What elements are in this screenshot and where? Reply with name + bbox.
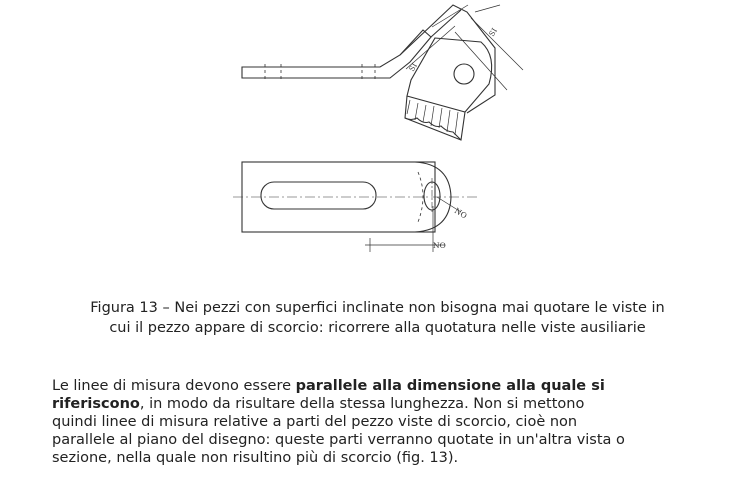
technical-drawing [225, 0, 525, 275]
caption-line-1: Figura 13 – Nei pezzi con superfici inclinate non bisogna mai quotare le viste in [90, 300, 665, 316]
paragraph-line-5: sezione, nella quale non risultino più di scorcio (fig. 13). [52, 450, 459, 466]
body-paragraph [52, 377, 742, 467]
dimension-label-si-1: SI [407, 61, 419, 74]
paragraph-line-1-bold: parallele alla dimensione alla quale si [295, 378, 605, 394]
paragraph-line-4: parallele al piano del disegno: queste parti verranno quotate in un'altra vista o [52, 432, 625, 448]
paragraph-line-2-bold: riferiscono [52, 396, 140, 412]
inclined-tab-outline [400, 5, 495, 113]
paragraph-line-2 [52, 395, 742, 413]
paragraph-line-2-rest: , in modo da risultare della stessa lunghezza. Non si mettono [139, 396, 585, 412]
slot-outline [261, 182, 376, 209]
figure-caption [0, 298, 755, 338]
paragraph-line-1 [52, 377, 742, 395]
technical-drawing-figure [225, 0, 525, 275]
flat-bar-outline [242, 30, 431, 78]
paragraph-line-1-prefix: Le linee di misura devono essere [52, 378, 296, 394]
tab-hole [454, 64, 474, 84]
tab-body [407, 38, 492, 112]
dimension-label-no-1: NO [452, 206, 469, 221]
paragraph-line-3: quindi linee di misura relative a parti del pezzo viste di scorcio, cioè non [52, 414, 578, 430]
caption-line-2: cui il pezzo appare di scorcio: ricorrere alla quotatura nelle viste ausiliarie [109, 320, 646, 336]
dimension-label-no-2: NO [433, 241, 446, 250]
dimension-label-si-2: SI [487, 26, 499, 39]
